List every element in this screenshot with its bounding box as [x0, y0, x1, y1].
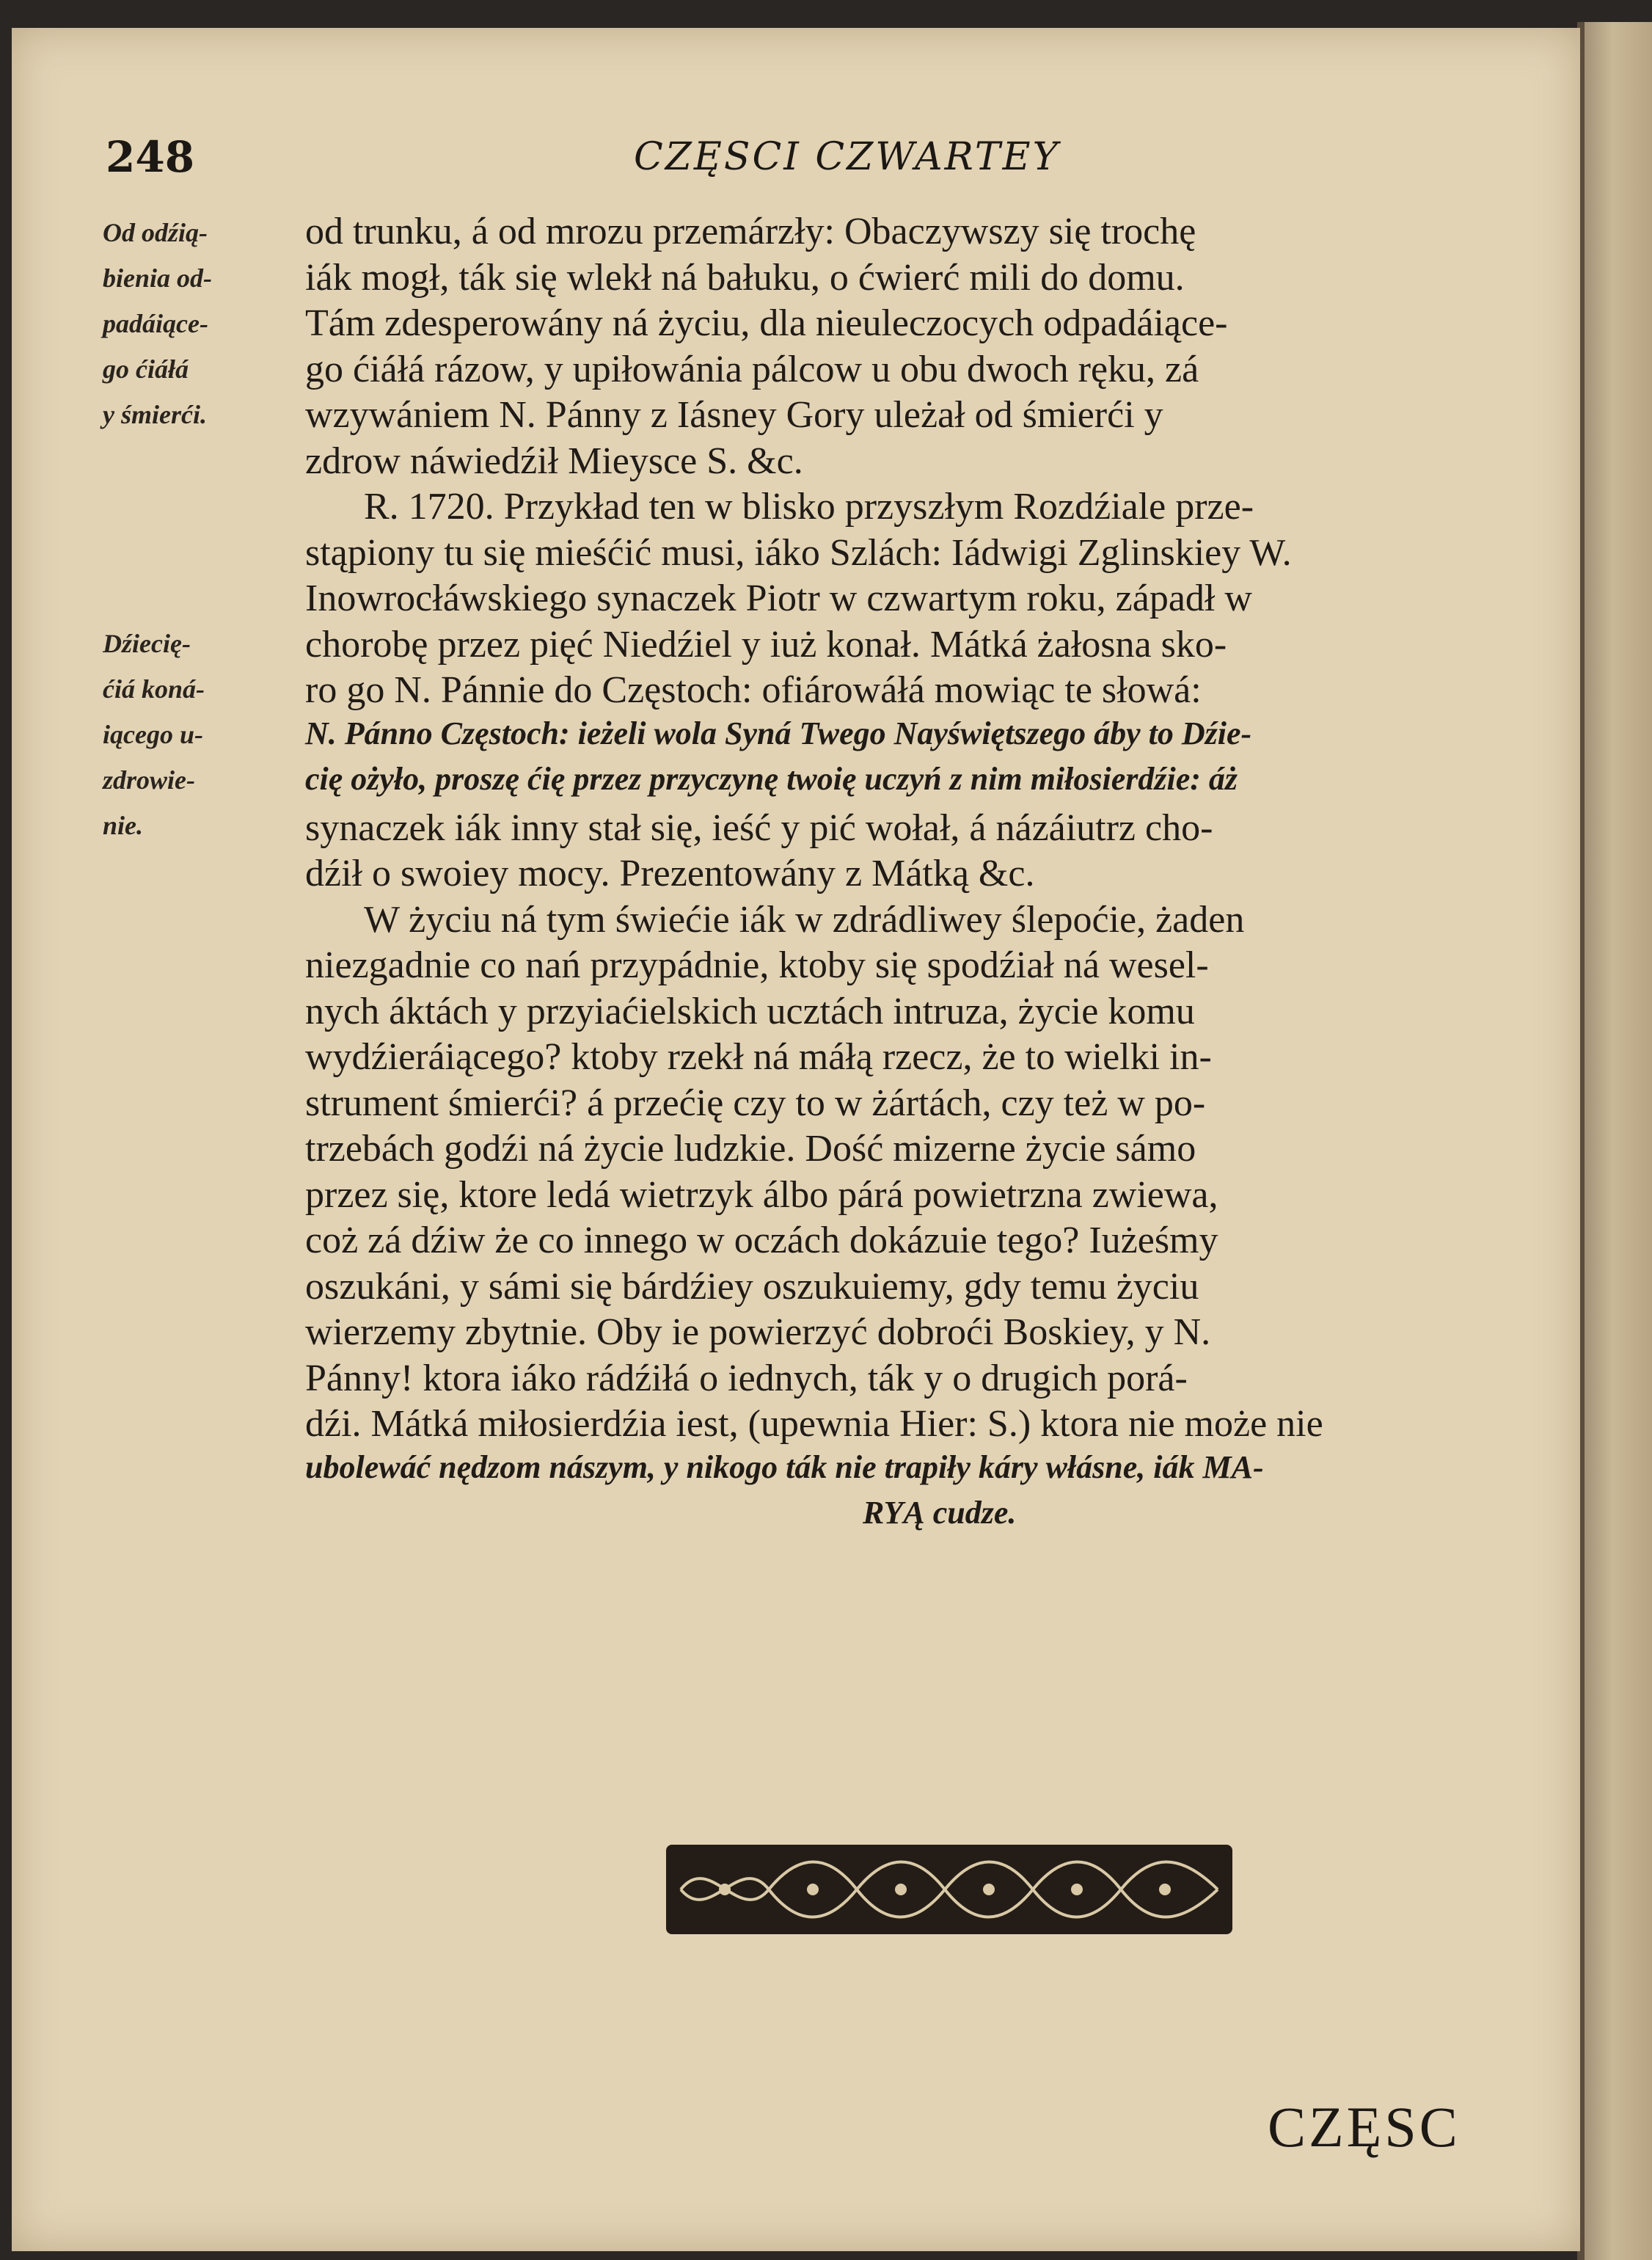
book-page — [12, 28, 1580, 2251]
adjacent-page-edge — [1580, 22, 1652, 2260]
text-line: strument śmierći? á przećię czy to w żártách, czy też w po- — [305, 1082, 1206, 1124]
text-line: trzebách godźi ná życie ludzkie. Dość mizerne życie sámo — [305, 1128, 1196, 1170]
text-line: iák mogł, ták się wlekł ná bałuku, o ćwierć mili do domu. — [305, 256, 1185, 299]
margin-note-line: bienia od- — [103, 263, 212, 293]
text-line: wierzemy zbytnie. Oby ie powierzyć dobroći Boskiey, y N. — [305, 1311, 1211, 1353]
margin-note-line: ćiá koná- — [103, 674, 205, 704]
text-line: oszukáni, y sámi się bárdźiey oszukuiemy, gdy temu życiu — [305, 1265, 1199, 1308]
text-line: od trunku, á od mrozu przemárzły: Obaczywszy się trochę — [305, 211, 1196, 252]
margin-note-line: zdrowie- — [103, 765, 195, 795]
text-line: go ćiáłá rázow, y upiłowánia pálcow u obu dwoch ręku, zá — [305, 348, 1199, 390]
margin-note-line: go ćiáłá — [103, 354, 189, 384]
running-head: CZĘSCI CZWARTEY — [634, 135, 1060, 179]
text-line: coż zá dźiw że co innego w oczách dokázuie tego? Iużeśmy — [305, 1220, 1218, 1261]
page-number: 248 — [106, 132, 195, 182]
text-line: wzywániem N. Pánny z Iásney Gory uleżał od śmierći y — [305, 394, 1163, 436]
page-header — [106, 132, 1499, 198]
text-line: Pánny! ktora iáko rádźiłá o iednych, ták y o drugich porá- — [305, 1357, 1188, 1399]
text-line: dźi. Mátká miłosierdźia iest, (upewnia Hier: S.) ktora nie może nie — [305, 1403, 1323, 1445]
text-line: chorobę przez pięć Niedźiel y iuż konał. Mátká żałosna sko- — [305, 623, 1227, 666]
text-line: RYĄ cudze. — [863, 1495, 1017, 1531]
ornament-pattern-icon — [666, 1845, 1232, 1934]
text-line: Tám zdesperowány ná życiu, dla nieuleczocych odpadáiące- — [305, 302, 1228, 344]
text-line: przez się, ktore ledá wietrzyk álbo párá powietrzna zwiewa, — [305, 1173, 1218, 1216]
text-line: cię ożyło, proszę ćię przez przyczynę twoię uczyń z nim miłosierdźie: áż — [305, 761, 1238, 797]
margin-note — [103, 621, 315, 848]
text-line: wydźieráiącego? ktoby rzekł ná máłą rzecz, że to wielki in- — [305, 1036, 1212, 1078]
text-line: ubolewáć nędzom nászym, y nikogo ták nie trapiły káry włásne, iák MA- — [305, 1448, 1264, 1485]
text-line: zdrow náwiedźił Mieysce S. &c. — [305, 440, 803, 482]
text-line: stąpiony tu się mieśćić musi, iáko Szlách: Iádwigi Zglinskiey W. — [305, 531, 1292, 574]
text-line: N. Pánno Częstoch: ieżeli wola Syná Twego Nayświętszego áby to Dźie- — [305, 715, 1252, 751]
margin-note-line: y śmierći. — [103, 400, 207, 429]
text-line: dźił o swoiey mocy. Prezentowány z Mátką &c. — [305, 853, 1035, 894]
text-line: Inowrocłáwskiego synaczek Piotr w czwartym roku, západł w — [305, 577, 1252, 619]
text-line: ro go N. Pánnie do Częstoch: ofiárowáłá mowiąc te słowá: — [305, 669, 1202, 711]
margin-note-line: iącego u- — [103, 720, 203, 749]
catchword: CZĘSC — [1268, 2095, 1461, 2159]
margin-note — [103, 210, 315, 437]
margin-note-line: Dźiecię- — [103, 629, 191, 658]
text-line: W życiu ná tym świećie iák w zdrádliwey ślepoćie, żaden — [364, 898, 1245, 941]
decorative-ornament-band — [666, 1845, 1232, 1934]
text-line: R. 1720. Przykład ten w blisko przyszłym Rozdźiale prze- — [364, 486, 1254, 528]
text-line: nych áktách y przyiaćielskich ucztách intruza, życie komu — [305, 990, 1195, 1032]
margin-note-line: Od odźią- — [103, 218, 208, 247]
margin-note-line: nie. — [103, 811, 144, 840]
text-line: synaczek iák inny stał się, ieść y pić wołał, á názáiutrz cho- — [305, 806, 1213, 849]
text-line: niezgadnie co nań przypádnie, ktoby się spodźiał ná wesel- — [305, 944, 1209, 986]
margin-note-line: padáiące- — [103, 309, 208, 338]
